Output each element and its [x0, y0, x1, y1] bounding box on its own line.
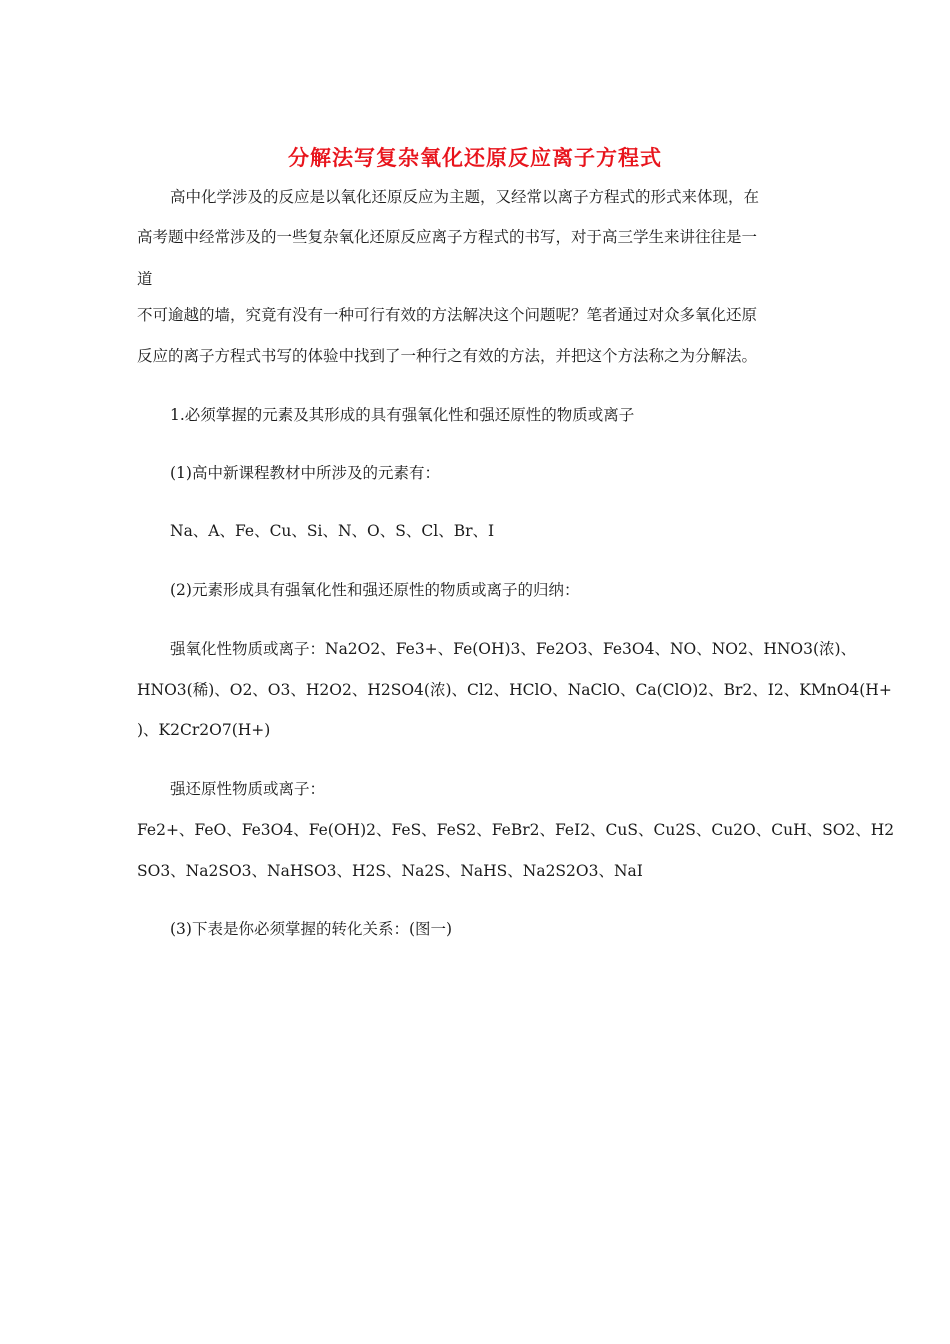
- subsection-3-heading: (3)下表是你必须掌握的转化关系：(图一): [170, 920, 453, 938]
- page-title: 分解法写复杂氧化还原反应离子方程式: [288, 145, 662, 170]
- intro-line-2: 高考题中经常涉及的一些复杂氧化还原反应离子方程式的书写，对于高三学生来讲往往是一: [137, 228, 758, 246]
- oxidizers-line-1: 强氧化性物质或离子：Na2O2、Fe3+、Fe(OH)3、Fe2O3、Fe3O4、NO、NO2、HNO3(浓)、: [170, 640, 857, 658]
- intro-line-3: 道: [137, 270, 153, 288]
- element-list: Na、A、Fe、Cu、Si、N、O、S、Cl、Br、I: [170, 522, 495, 540]
- intro-line-1: 高中化学涉及的反应是以氧化还原反应为主题，又经常以离子方程式的形式来体现，在: [170, 188, 760, 206]
- reducers-line-2: SO3、Na2SO3、NaHSO3、H2S、Na2S、NaHS、Na2S2O3、NaI: [137, 862, 643, 880]
- subsection-1-heading: (1)高中新课程教材中所涉及的元素有：: [170, 464, 440, 482]
- intro-line-5: 反应的离子方程式书写的体验中找到了一种行之有效的方法，并把这个方法称之为分解法。: [137, 347, 758, 365]
- reducers-label: 强还原性物质或离子：: [170, 780, 326, 798]
- reducers-line-1: Fe2+、FeO、Fe3O4、Fe(OH)2、FeS、FeS2、FeBr2、FeI2、CuS、Cu2S、Cu2O、CuH、SO2、H2: [137, 821, 895, 839]
- subsection-2-heading: (2)元素形成具有强氧化性和强还原性的物质或离子的归纳：: [170, 581, 580, 599]
- oxidizers-line-2: HNO3(稀)、O2、O3、H2O2、H2SO4(浓)、Cl2、HClO、NaClO、Ca(ClO)2、Br2、I2、KMnO4(H+: [137, 681, 892, 699]
- section-heading: 1.必须掌握的元素及其形成的具有强氧化性和强还原性的物质或离子: [170, 406, 635, 424]
- intro-line-4: 不可逾越的墙，究竟有没有一种可行有效的方法解决这个问题呢？笔者通过对众多氧化还原: [137, 306, 758, 324]
- oxidizers-line-3: )、K2Cr2O7(H+): [137, 721, 271, 739]
